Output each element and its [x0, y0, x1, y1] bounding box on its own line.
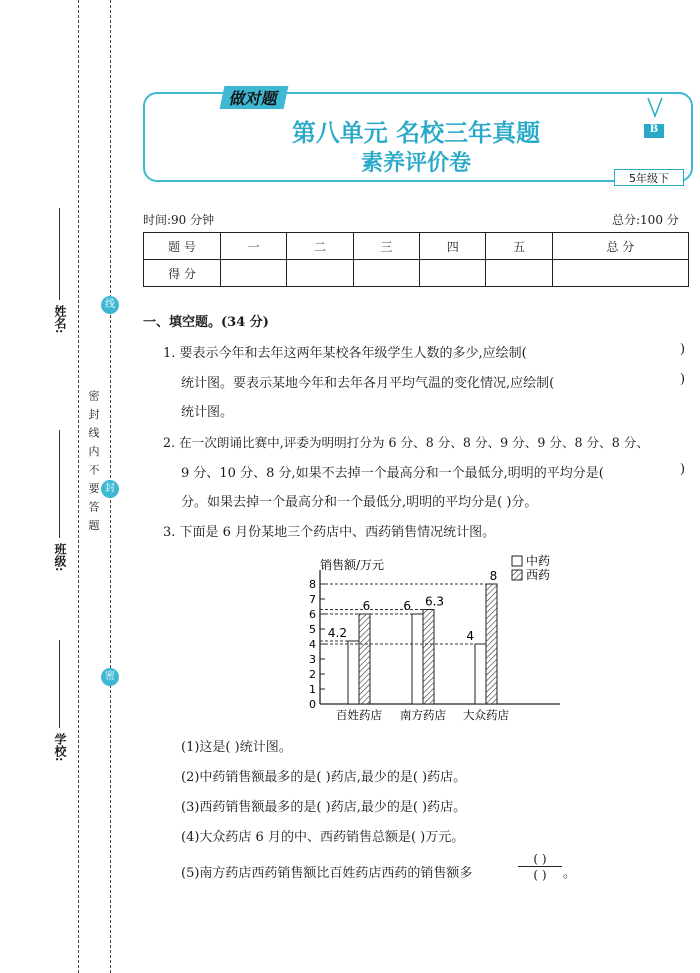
- brand-tag: 做对题: [220, 86, 289, 109]
- q2-line1: 2. 在一次朗诵比赛中,评委为明明打分为 6 分、8 分、8 分、9 分、9 分、8 分、8 分、: [163, 435, 649, 450]
- y-tick-label: 7: [309, 593, 316, 606]
- q3-3: (3)西药销售额最多的是( )药店,最少的是( )药店。: [181, 800, 467, 815]
- data-label: 4.2: [327, 626, 347, 640]
- class-field[interactable]: [59, 430, 60, 538]
- page-subtitle: 素养评价卷: [360, 151, 471, 176]
- badge-hanger-icon: [644, 96, 666, 126]
- y-tick-label: 1: [309, 683, 316, 696]
- circle-mark-xian: 线: [101, 296, 119, 314]
- bar-chinese-medicine: [348, 641, 359, 704]
- name-field[interactable]: [59, 208, 60, 300]
- legend-swatch-chinese: [512, 556, 522, 566]
- q3-4: (4)大众药店 6 月的中、西药销售总额是( )万元。: [181, 830, 465, 845]
- name-label: 姓名:: [53, 305, 67, 334]
- q2-line2: 9 分、10 分、8 分,如果不去掉一个最高分和一个最低分,明明的平均分是(: [181, 466, 604, 481]
- score-input-cell[interactable]: [486, 260, 552, 287]
- class-label: 班级:: [53, 543, 67, 572]
- table-cell: 一: [221, 233, 287, 260]
- seal-char: 线: [87, 427, 100, 440]
- seal-char: 要: [87, 482, 100, 496]
- q3-2: (2)中药销售额最多的是( )药店,最少的是( )药店。: [181, 770, 467, 785]
- q3-1: (1)这是( )统计图。: [181, 740, 292, 755]
- table-cell: 题 号: [144, 233, 221, 260]
- q1-paren-close: ): [680, 372, 686, 387]
- grade-label: 5年级下: [614, 169, 684, 186]
- sales-bar-chart: [300, 550, 570, 730]
- seal-char: 不: [87, 464, 100, 477]
- y-tick-label: 6: [309, 608, 316, 621]
- x-tick-label: 大众药店: [463, 708, 509, 722]
- legend-swatch-western: [512, 570, 522, 580]
- data-label: 6.3: [424, 594, 445, 609]
- q1-line2: 统计图。要表示某地今年和去年各月平均气温的变化情况,应绘制(: [181, 376, 555, 391]
- q1-line1: 1. 要表示今年和去年这两年某校各年级学生人数的多少,应绘制(: [163, 346, 527, 361]
- bar-western-medicine: [359, 614, 370, 704]
- score-input-cell[interactable]: [221, 260, 287, 287]
- seal-char: 封: [87, 408, 100, 422]
- table-row: [144, 260, 689, 287]
- y-axis-label: 销售额/万元: [320, 558, 385, 572]
- bar-western-medicine: [486, 584, 497, 704]
- circle-mark-mi: 密: [101, 668, 119, 686]
- legend-label: 中药: [526, 554, 551, 568]
- total-score: 总分:100 分: [612, 213, 679, 227]
- data-label: 6: [403, 599, 411, 613]
- legend-label: 西药: [526, 568, 551, 582]
- table-header-row: [144, 233, 689, 260]
- bar-chinese-medicine: [475, 644, 486, 704]
- bar-western-medicine: [423, 610, 434, 705]
- bar-chinese-medicine: [412, 614, 423, 704]
- y-tick-label: 0: [309, 698, 316, 711]
- binding-line-outer: [78, 0, 79, 973]
- score-input-cell[interactable]: [353, 260, 419, 287]
- circle-mark-feng: 封: [101, 480, 119, 498]
- table-cell: 五: [486, 233, 552, 260]
- data-label: 6: [362, 599, 371, 613]
- x-tick-label: 百姓药店: [336, 708, 382, 722]
- y-tick-label: 4: [309, 638, 316, 651]
- y-tick-label: 5: [309, 623, 316, 636]
- y-tick-label: 3: [309, 653, 316, 666]
- seal-char: 答: [87, 501, 100, 514]
- fraction-numerator: ( ): [518, 853, 562, 867]
- version-badge: B: [644, 124, 664, 138]
- y-tick-label: 8: [309, 578, 316, 591]
- q3-5: (5)南方药店西药销售额比百姓药店西药的销售额多: [181, 866, 473, 881]
- seal-char: 密: [87, 390, 100, 403]
- x-tick-label: 南方药店: [400, 708, 446, 722]
- school-field[interactable]: [59, 640, 60, 728]
- table-cell: 总 分: [552, 233, 688, 260]
- score-table: [143, 232, 689, 287]
- data-label: 8: [489, 569, 498, 583]
- table-cell: 得 分: [144, 260, 221, 287]
- fraction-denominator: ( ): [533, 868, 547, 882]
- table-cell: 四: [420, 233, 486, 260]
- q2-line3: 分。如果去掉一个最高分和一个最低分,明明的平均分是( )分。: [181, 495, 538, 510]
- page-title: 第八单元 名校三年真题: [291, 119, 541, 147]
- q3-5-end: 。: [563, 866, 577, 881]
- section-title: 一、填空题。(34 分): [143, 315, 269, 330]
- y-tick-label: 2: [309, 668, 316, 681]
- seal-char: 内: [87, 445, 100, 459]
- q1-line3: 统计图。: [181, 405, 234, 420]
- q2-paren-close: ): [680, 462, 686, 477]
- score-input-cell[interactable]: [287, 260, 353, 287]
- seal-char: 题: [87, 519, 100, 533]
- school-label: 学校:: [53, 733, 67, 762]
- q3-line: 3. 下面是 6 月份某地三个药店中、西药销售情况统计图。: [163, 525, 496, 540]
- score-input-cell[interactable]: [552, 260, 688, 287]
- table-cell: 二: [287, 233, 353, 260]
- seal-text: [86, 390, 100, 533]
- data-label: 4: [466, 629, 474, 643]
- q1-paren-close: ): [680, 342, 686, 357]
- time-limit: 时间:90 分钟: [143, 213, 215, 227]
- table-cell: 三: [353, 233, 419, 260]
- score-input-cell[interactable]: [420, 260, 486, 287]
